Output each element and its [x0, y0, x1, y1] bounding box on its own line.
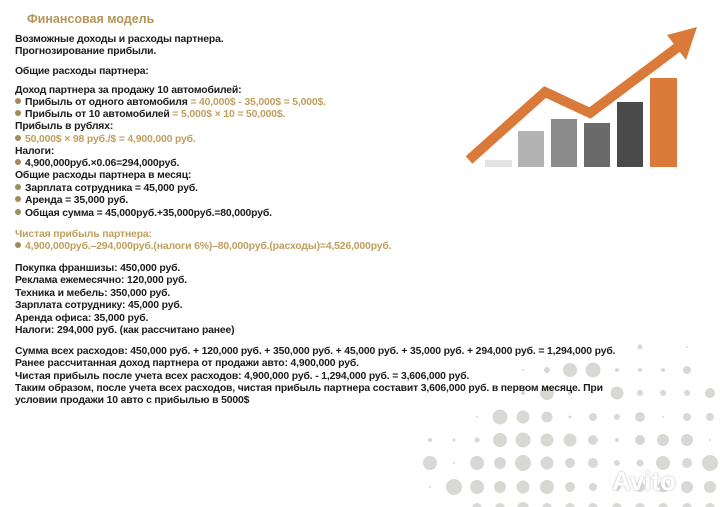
bullet-icon [15, 135, 21, 141]
taxes-heading: Налоги: [15, 146, 55, 157]
bullet-icon [15, 196, 21, 202]
monthly-item: Зарплата сотрудника = 45,000 руб. [15, 183, 198, 195]
page-title: Финансовая модель [27, 12, 155, 26]
bullet-icon [15, 242, 21, 248]
intro-line-1: Возможные доходы и расходы партнера. [15, 34, 224, 45]
bullet-icon [15, 110, 21, 116]
summary-line: условии продажи 10 авто с прибылью в 5000$ [15, 395, 250, 406]
intro-line-2: Прогнозирование прибыли. [15, 46, 157, 57]
income-item-1: Прибыль от одного автомобиля = 40,000$ - 35,000$ = 5,000$. [15, 97, 326, 109]
avito-watermark: Avito [612, 466, 677, 496]
cost-item: Реклама ежемесячно: 120,000 руб. [15, 275, 187, 286]
bullet-icon [15, 98, 21, 104]
section-general-heading: Общие расходы партнера: [15, 66, 149, 77]
income-item-2: Прибыль от 10 автомобилей = 5,000$ × 10 = 50,000$. [15, 109, 285, 121]
bullet-icon [15, 184, 21, 190]
cost-item: Техника и мебель: 350,000 руб. [15, 288, 171, 299]
cost-item: Покупка франшизы: 450,000 руб. [15, 263, 181, 274]
cost-item: Налоги: 294,000 руб. (как рассчитано ранее) [15, 325, 235, 336]
summary-line: Чистая прибыль после учета всех расходов: 4,900,000 руб. - 1,294,000 руб. = 3,606,000 руб. [15, 371, 470, 382]
net-value: 4,900,000руб.–294,000руб.(налоги 6%)–80,000руб.(расходы)=4,526,000руб. [15, 241, 391, 253]
net-heading: Чистая прибыль партнера: [15, 229, 152, 240]
monthly-item: Общая сумма = 45,000руб.+35,000руб.=80,000руб. [15, 208, 272, 220]
summary-line: Сумма всех расходов: 450,000 руб. + 120,000 руб. + 350,000 руб. + 45,000 руб. + 35,000 руб. + 294,000 руб. = 1,294,000 руб. [15, 346, 616, 357]
summary-line: Ранее рассчитанная доход партнера от продажи авто: 4,900,000 руб. [15, 358, 359, 369]
bullet-icon [15, 159, 21, 165]
rub-value: 50,000$ × 98 руб./$ = 4,900,000 руб. [15, 134, 196, 146]
cost-item: Зарплата сотруднику: 45,000 руб. [15, 300, 183, 311]
income-heading: Доход партнера за продажу 10 автомобилей: [15, 85, 242, 96]
growth-chart-icon [460, 20, 720, 180]
rub-heading: Прибыль в рублях: [15, 121, 114, 132]
monthly-item: Аренда = 35,000 руб. [15, 195, 128, 207]
cost-item: Аренда офиса: 35,000 руб. [15, 313, 149, 324]
taxes-value: 4,900,000руб.×0.06=294,000руб. [15, 158, 179, 170]
summary-line: Таким образом, после учета всех расходов, чистая прибыль партнера составит 3,606,000 руб. в первом месяце. При [15, 383, 603, 394]
bullet-icon [15, 209, 21, 215]
monthly-heading: Общие расходы партнера в месяц: [15, 170, 192, 181]
